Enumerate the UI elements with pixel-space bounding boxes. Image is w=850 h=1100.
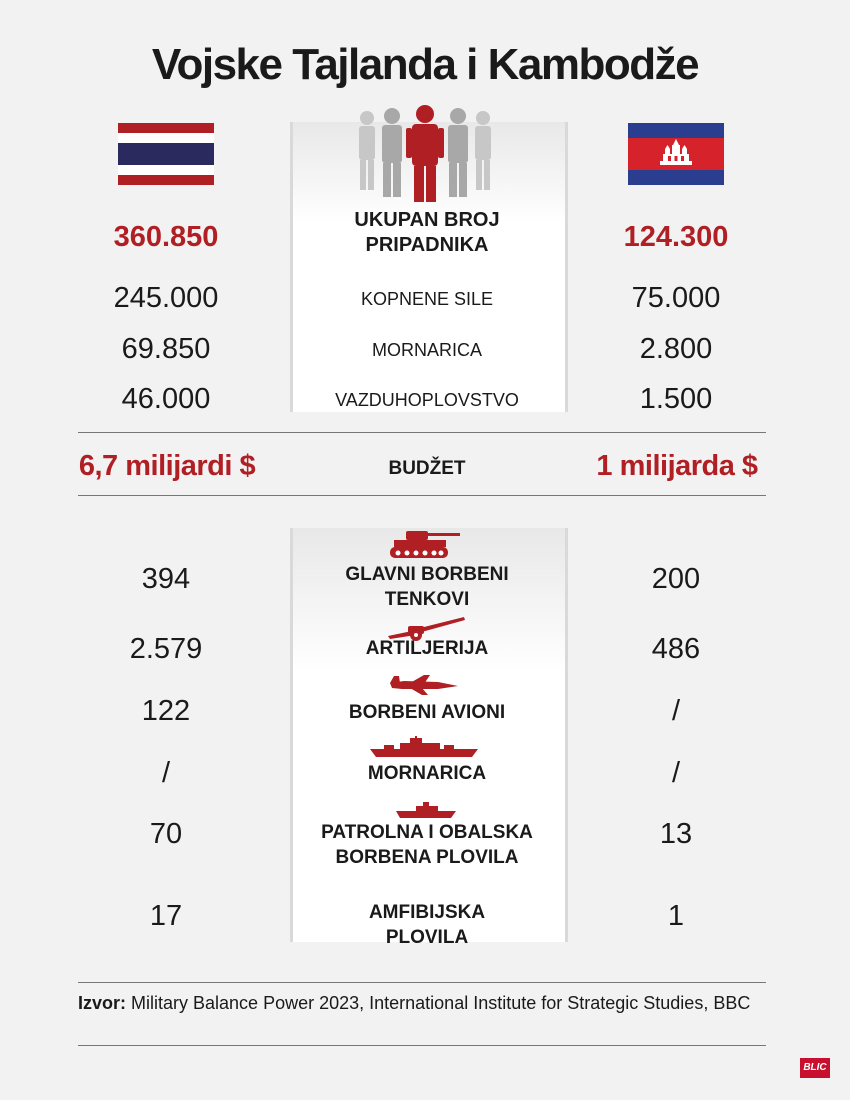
thailand-budget: 6,7 milijardi $	[78, 450, 256, 482]
artillery-label: ARTILJERIJA	[365, 638, 489, 659]
navy-label: MORNARICA	[371, 340, 482, 360]
patrol-boat-icon	[396, 801, 456, 819]
thailand-amphibious: 17	[149, 900, 183, 932]
tank-icon	[388, 527, 462, 559]
cambodia-flag-icon	[628, 123, 724, 185]
patrol-boats-label: PATROLNA I OBALSKA BORBENA PLOVILA	[321, 822, 533, 868]
warships-label: MORNARICA	[367, 763, 487, 784]
thailand-land-forces: 245.000	[113, 282, 219, 314]
budget-label: BUDŽET	[388, 458, 466, 479]
air-force-label: VAZDUHOPLOVSTVO	[335, 390, 519, 410]
divider	[78, 495, 766, 496]
cambodia-fighter-jets: /	[671, 695, 681, 727]
thailand-total-personnel: 360.850	[113, 221, 219, 253]
thailand-warships: /	[161, 757, 171, 789]
warship-icon	[370, 736, 480, 758]
cambodia-navy: 2.800	[639, 333, 713, 365]
cambodia-total-personnel: 124.300	[623, 221, 729, 253]
soldiers-icon	[352, 104, 498, 204]
source-note: Izvor: Military Balance Power 2023, International Institute for Strategic Studies, BBC	[78, 993, 751, 1013]
land-forces-label: KOPNENE SILE	[360, 289, 494, 309]
thailand-patrol-boats: 70	[149, 818, 183, 850]
amphibious-label: AMFIBIJSKA PLOVILA	[368, 902, 486, 948]
page-title: Vojske Tajlanda i Kambodže	[151, 40, 699, 89]
total-personnel-label: UKUPAN BROJ PRIPADNIKA	[354, 209, 500, 256]
cambodia-warships: /	[671, 757, 681, 789]
cambodia-budget: 1 milijarda $	[596, 450, 758, 482]
fighter-jets-label: BORBENI AVIONI	[348, 702, 506, 723]
tanks-label: GLAVNI BORBENI TENKOVI	[345, 564, 509, 610]
thailand-air-force: 46.000	[121, 383, 211, 415]
cambodia-tanks: 200	[651, 563, 701, 595]
cambodia-air-force: 1.500	[639, 383, 713, 415]
divider	[78, 1045, 766, 1046]
divider	[78, 982, 766, 983]
divider	[78, 432, 766, 433]
cambodia-artillery: 486	[651, 633, 701, 665]
thailand-artillery: 2.579	[129, 633, 203, 665]
thailand-flag-icon	[118, 123, 214, 185]
thailand-tanks: 394	[141, 563, 191, 595]
blic-logo: BLIC	[800, 1058, 830, 1078]
thailand-navy: 69.850	[121, 333, 211, 365]
cambodia-land-forces: 75.000	[631, 282, 721, 314]
fighter-jet-icon	[388, 674, 460, 696]
thailand-fighter-jets: 122	[141, 695, 191, 727]
cambodia-amphibious: 1	[667, 900, 685, 932]
cambodia-patrol-boats: 13	[659, 818, 693, 850]
